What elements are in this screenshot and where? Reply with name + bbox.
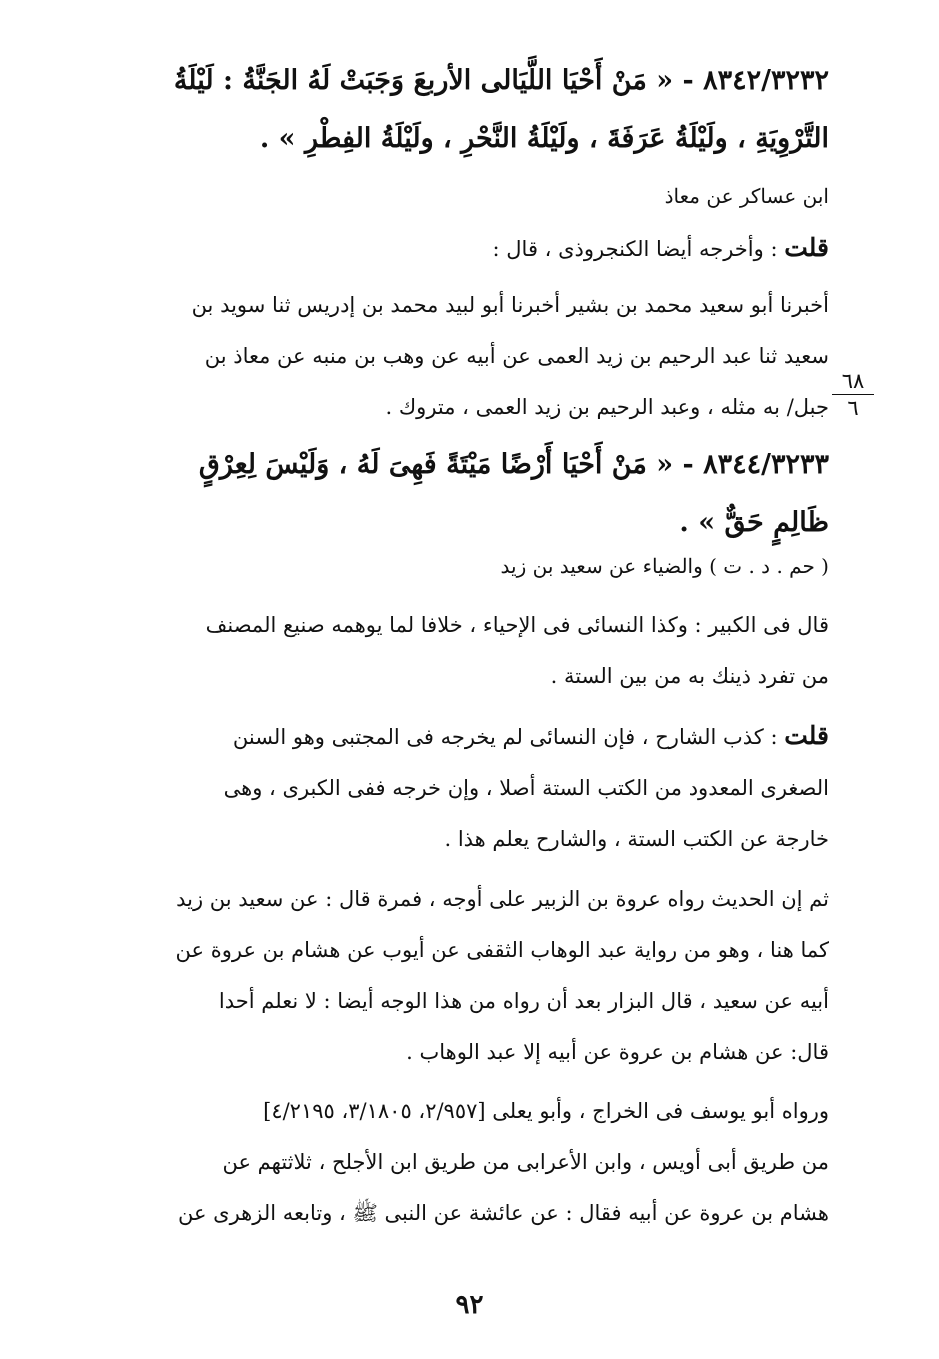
hadith-3233: [117, 436, 829, 552]
page-number: ٩٢: [455, 1290, 484, 1320]
qult-1-text: : وأخرجه أيضا الكنجروذى ، قال :: [492, 237, 778, 261]
isnad-paragraph: [117, 280, 829, 433]
qult-2-text: : كذب الشارح ، فإن النسائى لم يخرجه فى المجتبى وهو السنن: [232, 725, 778, 749]
margin-folio-reference: [832, 370, 874, 419]
qult-1-line: [117, 222, 829, 275]
abu-yusuf-line-3: هشام بن عروة عن أبيه فقال : عن عائشة عن النبى ﷺ ، وتابعه الزهرى عن: [177, 1201, 829, 1225]
source-line: ( حم . د . ت ) والضياء عن سعيد بن زيد: [500, 554, 829, 578]
margin-folio-top: ٦٨: [841, 369, 865, 393]
qult-paragraph-1: [117, 222, 829, 275]
urwa-line-3: أبيه عن سعيد ، قال البزار بعد أن رواه من هذا الوجه أيضا : لا نعلم أحدا: [218, 989, 829, 1013]
urwa-line-2: كما هنا ، وهو من رواية عبد الوهاب الثقفى عن أيوب عن هشام بن عروة عن: [175, 938, 829, 962]
hadith-3233-line-2: ظَالِمٍ حَقٌّ » .: [679, 507, 829, 538]
abu-yusuf-paragraph: [117, 1086, 829, 1239]
isnad-line-1: أخبرنا أبو سعيد محمد بن بشير أخبرنا أبو لبيد محمد بن إدريس ثنا سويد بن: [191, 293, 829, 317]
qult-2-line-2: الصغرى المعدود من الكتب الستة أصلا ، وإن خرجه ففى الكبرى ، وهى: [223, 776, 829, 800]
kabir-line-2: من تفرد ذينك به من بين الستة .: [550, 664, 829, 688]
hadith-3232-line-1: ٨٣٤٢/٣٢٣٢ - « مَنْ أَحْيَا اللَّيَالى الأربعَ وَجَبَتْ لَهُ الجَنَّةُ : لَيْلَةُ: [173, 65, 829, 96]
abu-yusuf-line-1: ورواه أبو يوسف فى الخراج ، وأبو يعلى [٢/٩٥٧، ٣/١٨٠٥، ٤/٢١٩٥]: [263, 1099, 829, 1123]
qult-paragraph-2: [117, 710, 829, 865]
hadith-3233-source: [117, 546, 829, 586]
kabir-line-1: قال فى الكبير : وكذا النسائى فى الإحياء ، خلافا لما يوهمه صنيع المصنف: [205, 613, 829, 637]
hadith-3232-source: [117, 176, 829, 216]
margin-folio-bottom: ٦: [847, 396, 859, 420]
qult-2-line-1: [117, 710, 829, 763]
qult-label: قلت: [784, 233, 829, 262]
kabir-paragraph: [117, 600, 829, 702]
margin-folio-rule: [832, 394, 874, 395]
isnad-line-2: سعيد ثنا عبد الرحيم بن زيد العمى عن أبيه عن وهب بن منبه عن معاذ بن: [204, 344, 829, 368]
urwa-paragraph: [117, 874, 829, 1078]
isnad-line-3: جبل/ به مثله ، وعبد الرحيم بن زيد العمى ، متروك .: [385, 395, 829, 419]
qult-label: قلت: [784, 721, 829, 750]
hadith-3233-line-1: ٨٣٤٤/٣٢٣٣ - « مَنْ أَحْيَا أَرْضًا مَيْتَةً فَهِىَ لَهُ ، وَلَيْسَ لِعِرْقٍ: [198, 449, 829, 480]
hadith-3232: [117, 52, 829, 168]
urwa-line-1: ثم إن الحديث رواه عروة بن الزبير على أوجه ، فمرة قال : عن سعيد بن زيد: [176, 887, 829, 911]
qult-2-line-3: خارجة عن الكتب الستة ، والشارح يعلم هذا .: [444, 827, 829, 851]
urwa-line-4: قال: عن هشام بن عروة عن أبيه إلا عبد الوهاب .: [406, 1040, 829, 1064]
source-line: ابن عساكر عن معاذ: [664, 184, 829, 208]
hadith-3232-line-2: التَّرْوِيَةِ ، ولَيْلَةُ عَرَفَةَ ، ولَيْلَةُ النَّحْرِ ، ولَيْلَةُ الفِطْرِ » .: [259, 123, 829, 154]
abu-yusuf-line-2: من طريق أبى أويس ، وابن الأعرابى من طريق ابن الأجلح ، ثلاثتهم عن: [222, 1150, 829, 1174]
